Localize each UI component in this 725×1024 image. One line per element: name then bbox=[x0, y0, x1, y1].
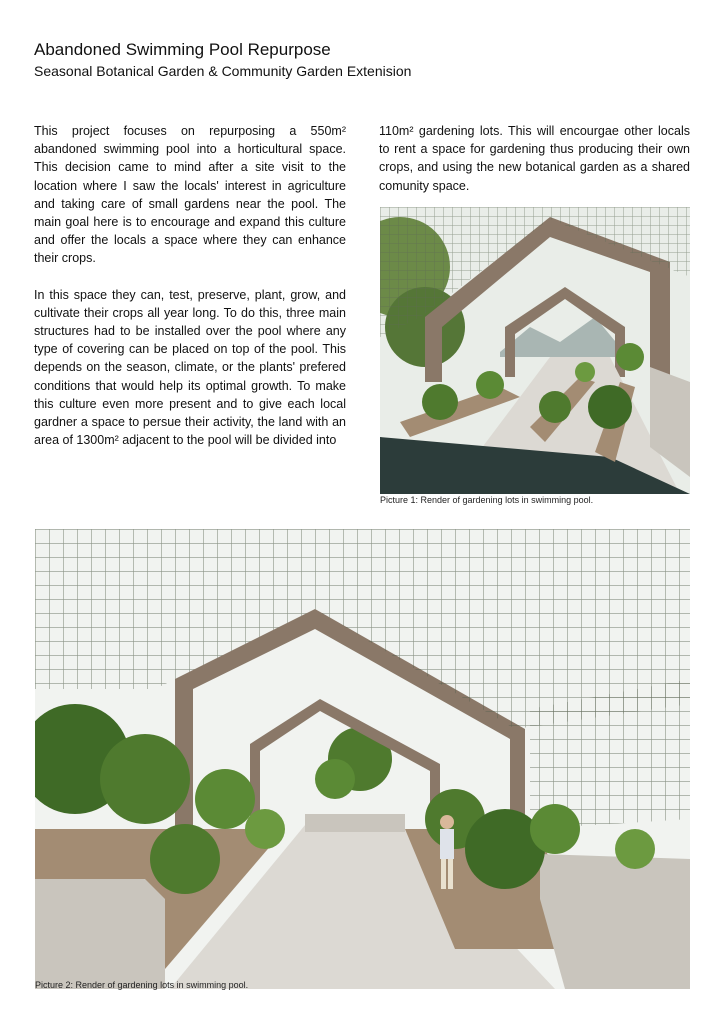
picture-1-render bbox=[380, 207, 690, 494]
text-column-left bbox=[34, 122, 346, 467]
body-paragraph-1: This project focuses on repurposing a 550m² abandoned swimming pool into a horticultural space. This decision came to mind after a site visit to the location where I saw the locals' interest in agriculture and taking care of small gardens near the pool. The main goal here is to encourage and expand this culture and offer the locals a space where they can enhance their crops. bbox=[34, 124, 346, 266]
picture-2-render bbox=[35, 529, 690, 989]
body-paragraph-2: In this space they can, test, preserve, plant, grow, and cultivate their crops all year long. To do this, three main structures had to be installed over the pool where any type of covering can be placed on top of the pool. This depends on the season, climate, or the plants' prefered conditions that would help its optimal growth. To make this culture even more present and to give each local gardner a space to persue their activity, the land with an area of 1300m² adjacent to the pool will be divided into bbox=[34, 287, 346, 448]
picture-2-caption: Picture 2: Render of gardening lots in swimming pool. bbox=[35, 980, 249, 990]
page-subtitle: Seasonal Botanical Garden & Community Garden Extenision bbox=[34, 63, 412, 79]
page-title: Abandoned Swimming Pool Repurpose bbox=[34, 40, 331, 59]
text-column-right bbox=[379, 122, 690, 213]
picture-1-caption: Picture 1: Render of gardening lots in swimming pool. bbox=[380, 495, 594, 505]
body-paragraph-3: 110m² gardening lots. This will encourgae other locals to rent a space for gardening thus producing their own crops, and using the new botanical garden as a shared comunity space. bbox=[379, 124, 690, 193]
